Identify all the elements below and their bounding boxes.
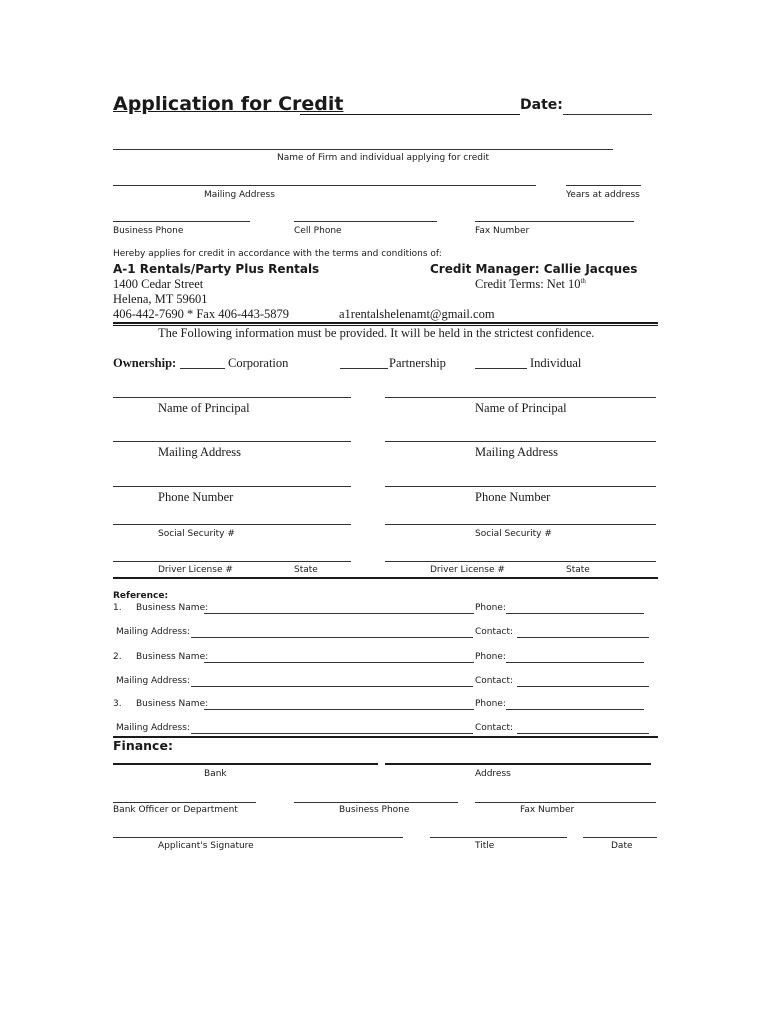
mailing-address-field[interactable]: [113, 185, 536, 186]
principal-1-state-label: State: [294, 565, 318, 575]
date-signed-field[interactable]: [583, 837, 657, 838]
bank-address-field[interactable]: [385, 763, 651, 765]
confidential-note: The Following information must be provided. It will be held in the strictest confidence.: [158, 326, 595, 340]
applies-text: Hereby applies for credit in accordance with the terms and conditions of:: [113, 249, 442, 259]
reference-1-phone-label: Phone:: [475, 603, 506, 613]
terms-divider: [113, 322, 658, 324]
principal-2-mailing-field[interactable]: [385, 441, 656, 442]
bank-business-phone-field[interactable]: [294, 802, 458, 803]
ownership-partnership: Partnership: [389, 356, 446, 370]
ownership-label: Ownership:: [113, 356, 177, 370]
principal-1-phone-label: Phone Number: [158, 490, 234, 504]
principal-2-ssn-field[interactable]: [385, 524, 656, 525]
reference-3-business-label: Business Name:: [136, 699, 209, 709]
ownership-corporation-field[interactable]: [180, 368, 225, 369]
bank-business-phone-label: Business Phone: [339, 805, 410, 815]
reference-3-num: 3.: [113, 699, 122, 709]
reference-heading: Reference:: [113, 591, 169, 601]
signature-label: Applicant's Signature: [158, 841, 254, 851]
references-divider: [113, 736, 658, 738]
principal-1-phone-field[interactable]: [113, 486, 351, 487]
years-at-address-label: Years at address: [566, 190, 640, 200]
business-phone-label: Business Phone: [113, 226, 184, 236]
principal-1-mailing-field[interactable]: [113, 441, 351, 442]
firm-name-label: Name of Firm and individual applying for credit: [277, 153, 489, 163]
business-phone-field[interactable]: [113, 221, 250, 222]
reference-3-business-field[interactable]: [204, 709, 474, 710]
company-email[interactable]: a1rentalshelenamt@gmail.com: [339, 307, 495, 321]
bank-officer-label: Bank Officer or Department: [113, 805, 238, 815]
principal-2-phone-label: Phone Number: [475, 490, 551, 504]
bank-officer-field[interactable]: [113, 802, 256, 803]
reference-2-mailing-label: Mailing Address:: [116, 676, 190, 686]
reference-3-contact-label: Contact:: [475, 723, 514, 733]
bank-fax-label: Fax Number: [520, 805, 575, 815]
reference-2-business-field[interactable]: [204, 662, 474, 663]
principal-2-dl-label: Driver License #: [430, 565, 505, 575]
reference-1-phone-field[interactable]: [506, 613, 644, 614]
ownership-partnership-field[interactable]: [340, 368, 388, 369]
reference-1-mailing-label: Mailing Address:: [116, 627, 190, 637]
date-field[interactable]: [563, 114, 652, 115]
principal-2-state-label: State: [566, 565, 590, 575]
reference-2-contact-field[interactable]: [517, 686, 649, 687]
principal-2-phone-field[interactable]: [385, 486, 656, 487]
company-city: Helena, MT 59601: [113, 292, 208, 306]
firm-name-field[interactable]: [113, 149, 613, 150]
principal-2-name-field[interactable]: [385, 397, 656, 398]
reference-3-phone-label: Phone:: [475, 699, 506, 709]
reference-2-mailing-field[interactable]: [191, 686, 473, 687]
principal-2-mailing-label: Mailing Address: [475, 445, 558, 459]
ownership-corporation: Corporation: [228, 356, 289, 370]
reference-3-contact-field[interactable]: [517, 733, 649, 734]
credit-terms-sup: th: [580, 277, 586, 285]
principal-1-name-label: Name of Principal: [158, 401, 250, 415]
principal-2-ssn-label: Social Security #: [475, 529, 552, 539]
bank-field[interactable]: [113, 763, 378, 765]
reference-2-phone-label: Phone:: [475, 652, 506, 662]
bank-label: Bank: [204, 769, 227, 779]
credit-manager: Credit Manager: Callie Jacques: [430, 262, 638, 276]
principal-1-ssn-label: Social Security #: [158, 529, 235, 539]
fax-number-label: Fax Number: [475, 226, 530, 236]
reference-2-phone-field[interactable]: [506, 662, 644, 663]
reference-1-contact-label: Contact:: [475, 627, 514, 637]
reference-3-phone-field[interactable]: [506, 709, 644, 710]
ownership-row: [113, 356, 176, 371]
credit-terms-text: Credit Terms: Net 10: [475, 277, 581, 292]
reference-1-mailing-field[interactable]: [191, 637, 473, 638]
date-label: Date:: [520, 97, 563, 113]
title-underline: [300, 114, 520, 115]
cell-phone-label: Cell Phone: [294, 226, 342, 236]
principals-divider: [113, 577, 658, 579]
mailing-address-label: Mailing Address: [204, 190, 275, 200]
ownership-individual: Individual: [530, 356, 582, 370]
years-at-address-field[interactable]: [566, 185, 641, 186]
ownership-individual-field[interactable]: [475, 368, 527, 369]
title-field[interactable]: [430, 837, 567, 838]
principal-1-name-field[interactable]: [113, 397, 351, 398]
date-signed-label: Date: [611, 841, 633, 851]
reference-2-business-label: Business Name:: [136, 652, 209, 662]
credit-terms: [475, 277, 586, 292]
reference-1-num: 1.: [113, 603, 122, 613]
company-name: A-1 Rentals/Party Plus Rentals: [113, 262, 320, 276]
reference-2-num: 2.: [113, 652, 122, 662]
principal-1-mailing-label: Mailing Address: [158, 445, 241, 459]
signature-field[interactable]: [113, 837, 403, 838]
bank-fax-field[interactable]: [475, 802, 656, 803]
principal-1-dl-field[interactable]: [113, 561, 351, 562]
title-label: Title: [475, 841, 495, 851]
finance-heading: Finance:: [113, 738, 173, 753]
reference-1-business-label: Business Name:: [136, 603, 209, 613]
reference-2-contact-label: Contact:: [475, 676, 514, 686]
reference-3-mailing-field[interactable]: [191, 733, 473, 734]
principal-2-dl-field[interactable]: [385, 561, 656, 562]
cell-phone-field[interactable]: [294, 221, 437, 222]
reference-1-business-field[interactable]: [204, 613, 474, 614]
reference-1-contact-field[interactable]: [517, 637, 649, 638]
bank-address-label: Address: [475, 769, 511, 779]
principal-1-ssn-field[interactable]: [113, 524, 351, 525]
company-phone-fax: 406-442-7690 * Fax 406-443-5879: [113, 307, 290, 321]
reference-3-mailing-label: Mailing Address:: [116, 723, 190, 733]
principal-2-name-label: Name of Principal: [475, 401, 567, 415]
fax-number-field[interactable]: [475, 221, 634, 222]
principal-1-dl-label: Driver License #: [158, 565, 233, 575]
page-title: Application for Credit: [113, 93, 344, 115]
company-street: 1400 Cedar Street: [113, 277, 204, 291]
